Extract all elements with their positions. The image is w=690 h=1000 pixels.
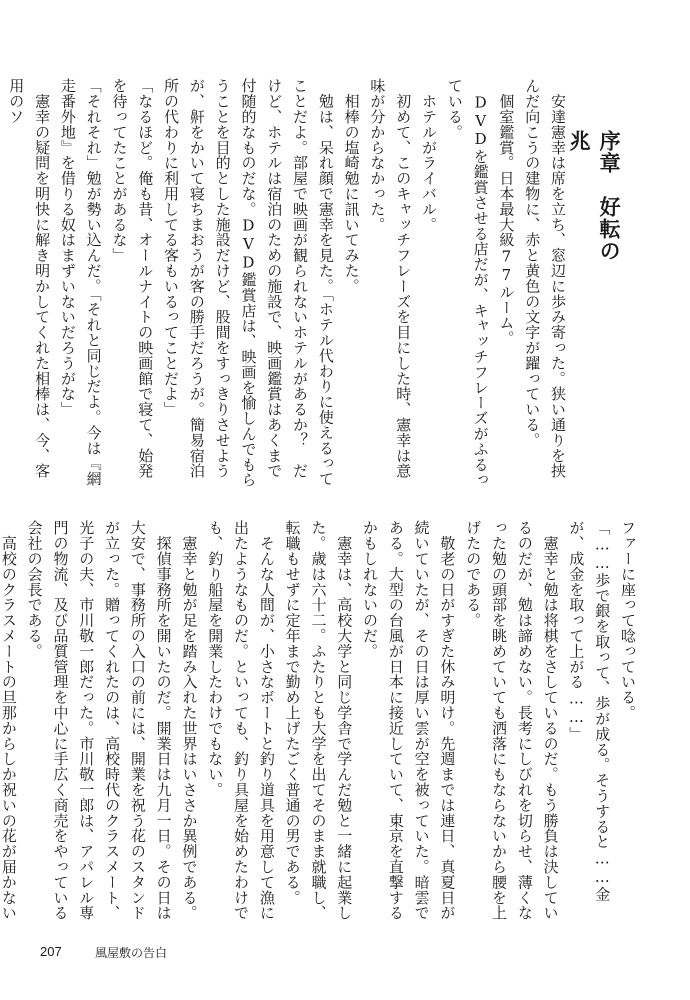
paragraph: 憲幸と勉が足を踏み入れた世界はいささか異例である。: [180, 520, 199, 921]
paragraph: 憲幸の疑問を明快に解き明かしてくれた相棒は、今、客用のソ: [7, 78, 52, 479]
paragraph: 憲幸と勉は将棋をさしているのだ。もう勝負は決しているのだが、勉は諦めない。長考にしびれを切らせ、薄くなった勉の頭部を眺めていても洒落にもならないから腰を上げたのである。: [464, 520, 560, 921]
paragraph: 相棒の塩崎勉に訊いてみた。: [342, 78, 361, 294]
page-number: 207: [40, 944, 62, 959]
paragraph: 「それそれ」勉が勢い込んだ。「それと同じだよ。今は『網走番外地』を借りる奴はまずいないだろうがな」: [58, 78, 103, 487]
page-footer: [40, 944, 440, 964]
paragraph: 憲幸は、高校大学と同じ学舎で学んだ勉と一緒に起業した。歳は六十二。ふたりとも大学を出てそのまま就職し、転職もせずに定年まで勤め上げたごく普通の男である。: [283, 520, 354, 921]
top-text-column: [7, 78, 570, 488]
paragraph: 安達憲幸は席を立ち、窓辺に歩み寄った。狭い通りを挟んだ向こうの建物に、赤と黄色の文字が躍っている。: [523, 78, 567, 479]
paragraph: 初めて、このキャッチフレーズを目にした時、憲幸は意味が分からなかった。: [368, 78, 413, 479]
bottom-text-block: [0, 520, 640, 930]
paragraph: 敬老の日がすぎた休み明け。先週までは連日、真夏日が続いていたが、その日は厚い雲が空を被っていた。暗雲である。大型の台風が日本に接近していて、東京を直撃するかもしれないのだ。: [361, 520, 457, 921]
paragraph: 「なるほど。俺も昔、オールナイトの映画館で寝て、始発を待ってたことがあるな」: [110, 78, 155, 479]
paragraph: DVDを鑑賞させる店だが、キャッチフレーズがふるっている。: [445, 78, 490, 488]
book-title: 風屋敷の告白: [95, 946, 168, 960]
paragraph: ホテルがライバル。: [420, 78, 439, 232]
paragraph: 探偵事務所を開いたのだ。開業日は九月一日。その日は大安で、事務所の入口の前には、開業を祝う花のスタンドが立った。贈ってくれたのは、高校時代のクラスメート、光子の夫、市川敬一郎だった。市川敬一郎は、アパレル専門の物流、及び品質管理を中心に手広く商売をやっている会社の会長である。: [25, 520, 173, 921]
paragraph: 「……歩で銀を取って、歩が成る。そうすると……金が、成金を取って上がる……」: [567, 520, 612, 902]
chapter-title: 序章 好転の兆: [567, 130, 622, 262]
bottom-text-column: [0, 520, 640, 930]
paragraph: ファーに座って唸っている。: [619, 520, 637, 721]
paragraph: そんな人間が、小さなボートと釣り道具を用意して漁に出たようなものだ。といっても、釣り具屋を始めたわけでも、釣り船屋を開業したわけでもない。: [206, 520, 276, 921]
paragraph: 高校のクラスメートの旦那からしか祝いの花が届かない: [0, 535, 18, 921]
top-text-block: [7, 78, 570, 488]
paragraph: 個室鑑賞。日本最大級77ルーム。: [497, 78, 516, 346]
paragraph: 勉は、呆れ顔で憲幸を見た。「ホテル代わりに使えるってことだよ。部屋で映画が観られないホテルがあるか？ だけど、ホテルは宿泊のための施設で、映画鑑賞はあくまで付随的なものだな。DVD鑑賞店は、映画を愉しんでもらうことを目的とした施設だけど、股間をすっきりさせようが、鼾をかいて寝ちまおうが客の勝手だろうが。簡易宿泊所の代わりに利用してる客もいるってことだよ」: [162, 78, 335, 488]
